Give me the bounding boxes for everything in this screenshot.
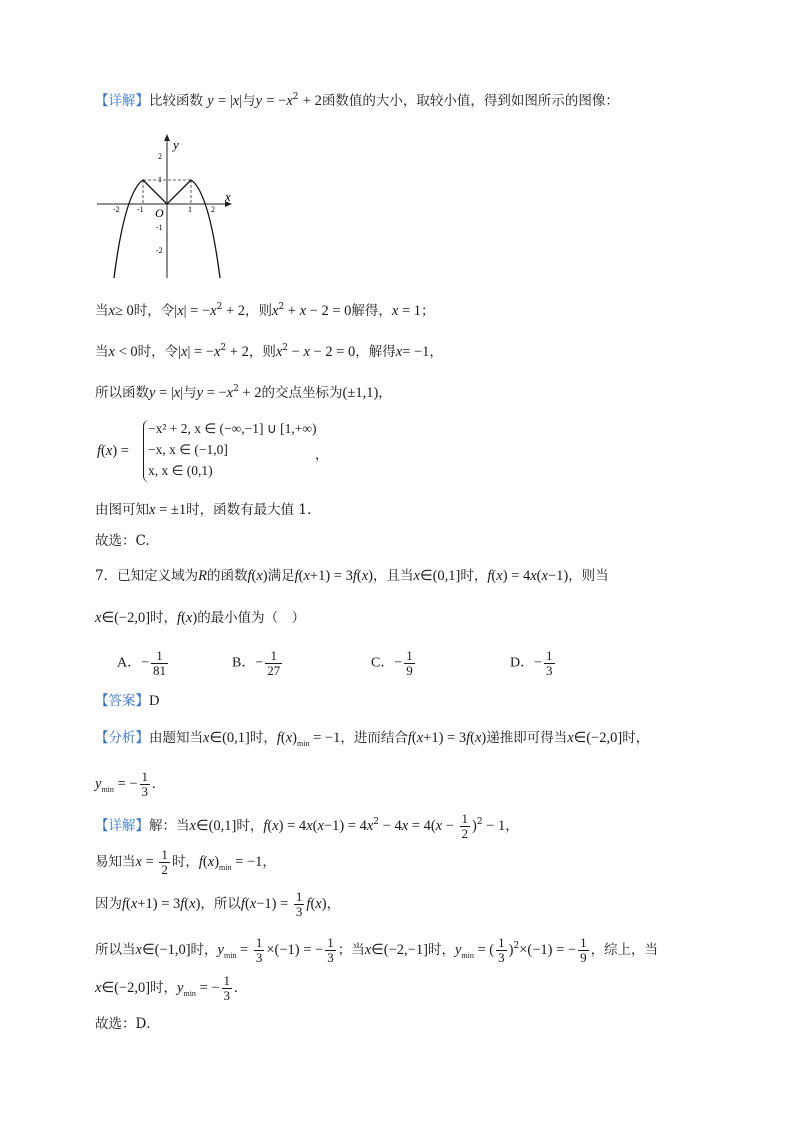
intersection-line: 所以函数y = |x|与$y = -x^2 + 2$的交点坐标为(±1,1)， — [95, 384, 392, 401]
piecewise-comma: ， — [315, 447, 329, 462]
answer-value: D — [149, 693, 160, 709]
y-tick: -1 — [156, 223, 163, 232]
answer-tag: 【答案】 — [95, 693, 149, 709]
easy-line: 易知当x = $\frac{1}{2}$ 时，$f(x)_{min} = -1$， — [95, 847, 276, 877]
q7-stem-line1: 7．已知定义域为R的函数f(x)满足f(x+1) = 3f(x)，且当x∈(0,1]时，f(x) = 4x(x−1)，则当 — [95, 568, 609, 584]
y-tick: 2 — [158, 152, 162, 161]
option-a[interactable]: A．− $\frac{1}{81}$ — [117, 648, 167, 678]
choice-c-line: 故选：C. — [95, 533, 150, 549]
max-value-line: 由图可知x = ±1时，函数有最大值 1. — [95, 502, 312, 518]
piecewise-case-3: x, x ∈ (0,1) — [148, 463, 213, 478]
origin-label: O — [155, 206, 164, 220]
detail-tag-2: 【详解】 — [95, 818, 149, 834]
y-tick: 1 — [158, 175, 162, 184]
y-axis-arrow — [164, 134, 170, 141]
case-negative-line: 当x < 0时，令$|x| = -x^2 + 2$，则$x^2 - x - 2 = 0$，解得x= −1， — [95, 343, 443, 360]
option-b[interactable]: B．− $\frac{1}{27}$ — [232, 648, 281, 678]
x-axis-label: x — [225, 189, 231, 204]
analysis-line1: 【分析】由题知当x∈(0,1]时，$f(x)_{min} = -1$，进而结合f(x+1) = 3f(x)递推即可得当x∈(−2,0]时， — [95, 730, 650, 748]
piecewise-case-2: −x, x ∈ (−1,0] — [148, 442, 228, 457]
detail-intro-line: 【详解】比较函数 y = |x|与$y = -x^2 + 2$函数值的大小，取较小值，得到如图所示的图像： — [95, 92, 619, 109]
choice-d-line: 故选：D． — [95, 1016, 160, 1032]
detail-tag: 【详解】 — [95, 93, 149, 109]
because-line: 因为f(x+1) = 3f(x)，所以f(x−1) = $\frac{1}{3}$ f(x)， — [95, 889, 341, 919]
x-tick: 1 — [188, 205, 192, 214]
final-line: x∈(−2,0]时，$y_{min}$ = − $\frac{1}{3}$ . — [95, 973, 238, 1003]
case-positive-line: 当x≥ 0时，令$|x| = -x^2 + 2$，则$x^2 + x - 2 = 0$解得，x = 1； — [95, 302, 435, 319]
piecewise-case-1: −x² + 2, x ∈ (−∞,−1] ∪ [1,+∞) — [148, 421, 317, 436]
x-tick: 2 — [211, 205, 215, 214]
piecewise-lhs: f(x) = — [97, 443, 129, 459]
so-line: 所以当x∈(−1,0]时，$y_{min}$ = $\frac{1}{3}$ ×(−1) = − $\frac{1}{3}$ ；当x∈(−2,−1]时，$y_{min}$ = ( $\frac{1}{3}$ )$^2$×(−1) = − $\frac{1}{9}$ ，综上，当 — [95, 935, 659, 965]
x-tick: -2 — [113, 205, 120, 214]
q7-stem-line2: x∈(−2,0]时，f(x)的最小值为（ ） — [95, 610, 306, 626]
analysis-line2: $y_{min}$ = − $\frac{1}{3}$ . — [95, 769, 156, 799]
detail-line1: 【详解】解：当x∈(0,1]时，$f(x) = 4x(x-1) = 4x^2 - 4x = 4(x$ − $\frac{1}{2}$ )$^2$ − 1， — [95, 811, 519, 841]
answer-line — [95, 692, 159, 710]
option-c[interactable]: C．− $\frac{1}{9}$ — [371, 648, 413, 678]
analysis-tag: 【分析】 — [95, 730, 149, 746]
option-d[interactable]: D．− $\frac{1}{3}$ — [510, 648, 553, 678]
function-graph — [92, 132, 237, 280]
y-tick: -2 — [156, 246, 163, 255]
y-axis-label: y — [173, 137, 179, 152]
x-tick: -1 — [137, 205, 144, 214]
